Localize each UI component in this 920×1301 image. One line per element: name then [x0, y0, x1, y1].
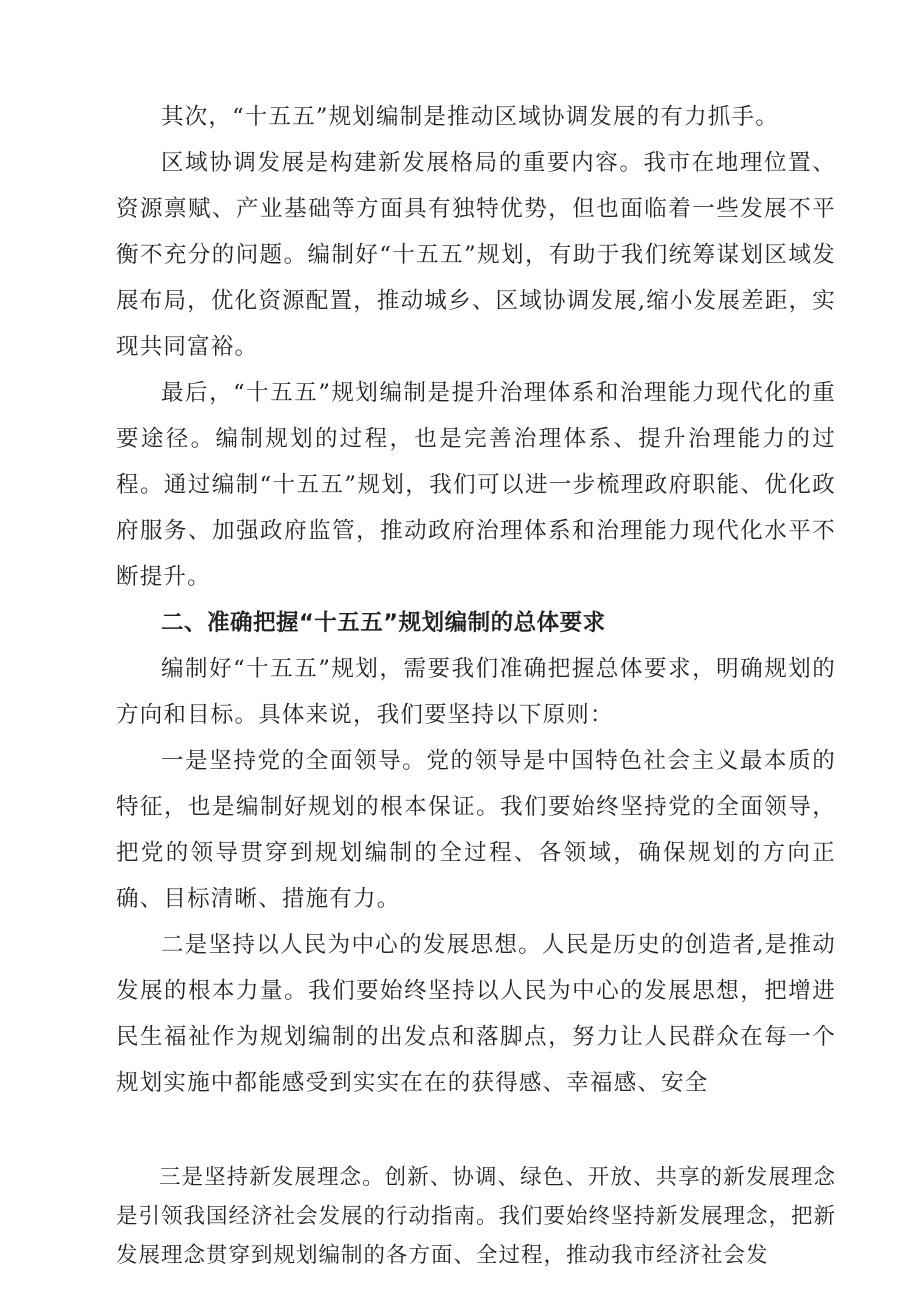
- paragraph-principle-two: 二是坚持以人民为中心的发展思想。人民是历史的创造者,是推动发展的根本力量。我们要始终坚持以人民为中心的发展思想，把增进民生福祉作为规划编制的出发点和落脚点，努力让人民群众在每一个规划实施中都能感受到实实在在的获得感、幸福感、安全: [116, 932, 836, 1096]
- paragraph-regional-development: 区域协调发展是构建新发展格局的重要内容。我市在地理位置、资源禀赋、产业基础等方面具有独特优势，但也面临着一些发展不平衡不充分的问题。编制好“十五五”规划，有助于我们统筹谋划区域发展布局，优化资源配置，推动城乡、区域协调发展,缩小发展差距，实现共同富裕。: [116, 150, 836, 360]
- paragraph-principle-one: 一是坚持党的全面领导。党的领导是中国特色社会主义最本质的特征，也是编制好规划的根本保证。我们要始终坚持党的全面领导，把党的领导贯穿到规划编制的全过程、各领域，确保规划的方向正确、目标清晰、措施有力。: [116, 748, 836, 912]
- paragraph-gap: [116, 1106, 836, 1158]
- section-heading: 二、准确把握“十五五”规划编制的总体要求: [161, 610, 606, 636]
- paragraph-principle-three: 三是坚持新发展理念。创新、协调、绿色、开放、共享的新发展理念是引领我国经济社会发展的行动指南。我们要始终坚持新发展理念，把新发展理念贯穿到规划编制的各方面、全过程，推动我市经济社会发: [116, 1165, 837, 1268]
- paragraph-requirements-intro: 编制好“十五五”规划，需要我们准确把握总体要求，明确规划的方向和目标。具体来说，我们要坚持以下原则：: [116, 656, 836, 728]
- paragraph-governance: 最后，“十五五”规划编制是提升治理体系和治理能力现代化的重要途径。编制规划的过程，也是完善治理体系、提升治理能力的过程。通过编制“十五五”规划，我们可以进一步梳理政府职能、优化政府服务、加强政府监管，推动政府治理体系和治理能力现代化水平不断提升。: [116, 380, 836, 590]
- paragraph-second-point: 其次，“十五五”规划编制是推动区域协调发展的有力抓手。: [161, 104, 779, 130]
- document-body: [116, 94, 836, 1275]
